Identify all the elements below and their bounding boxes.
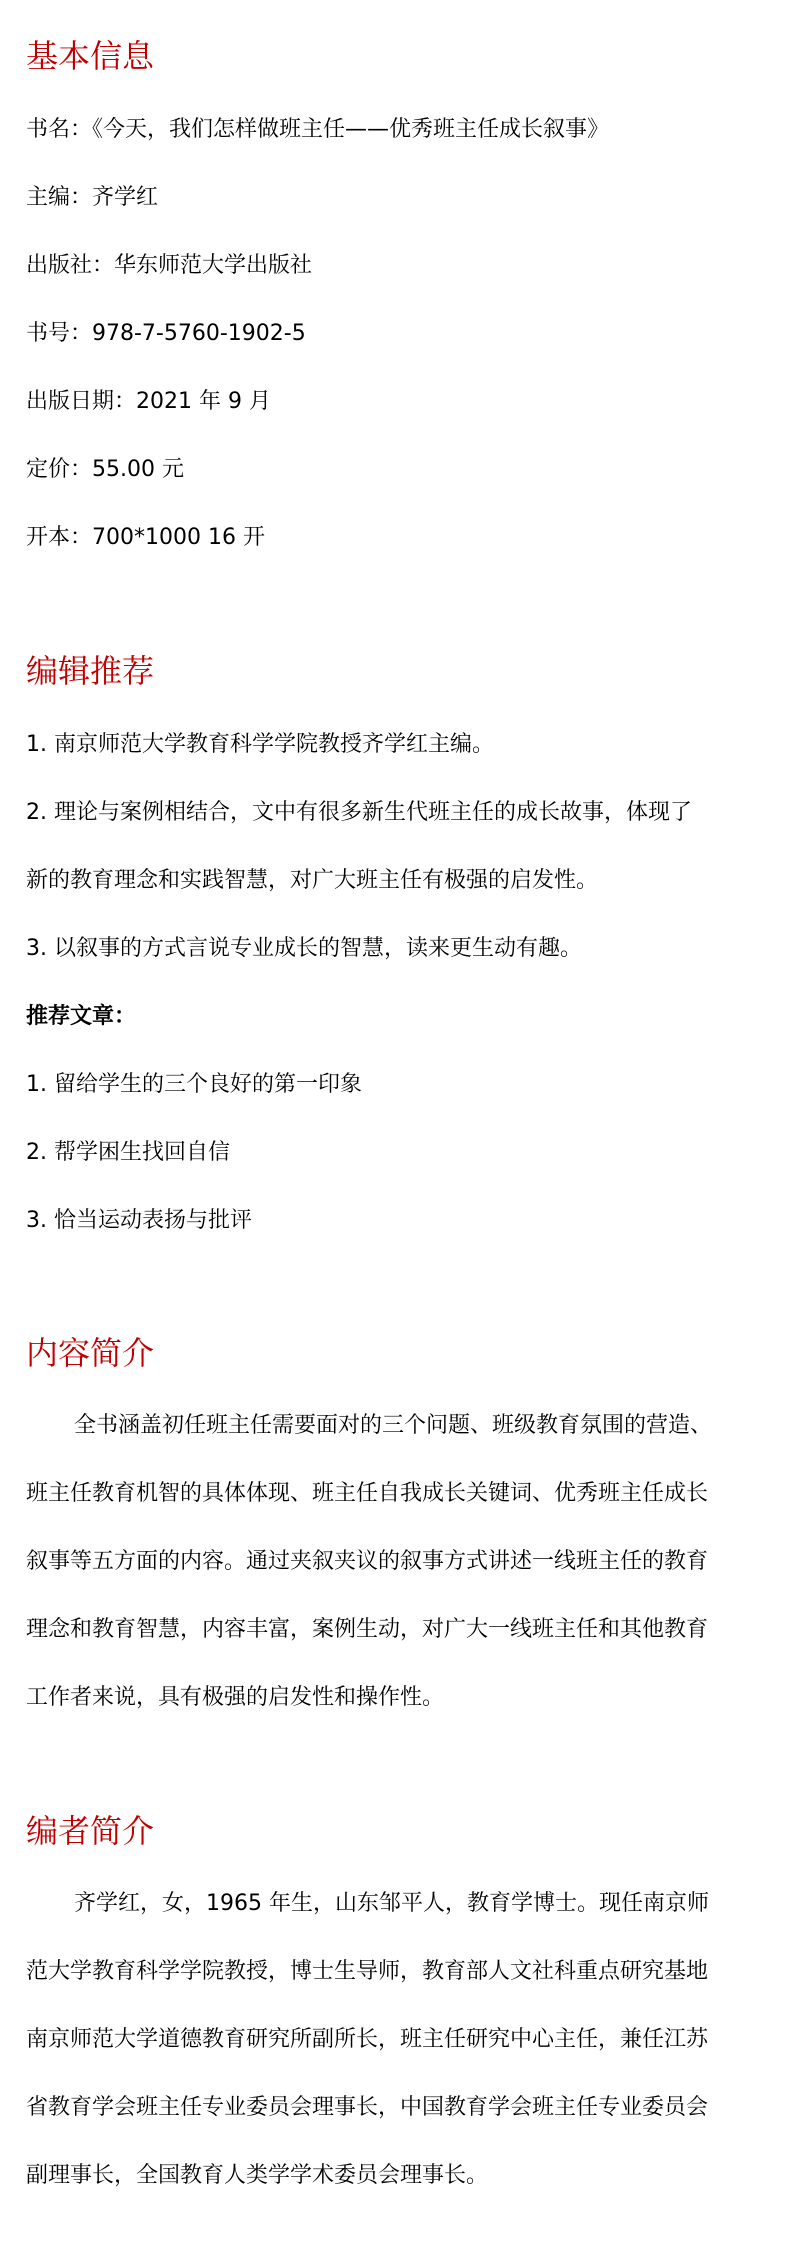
author-paragraph-line: 省教育学会班主任专业委员会理事长，中国教育学会班主任专业委员会 — [26, 2095, 709, 2120]
publish-date-line: 出版日期：2021 年 9 月 — [26, 389, 271, 414]
summary-paragraph-line: 工作者来说，具有极强的启发性和操作性。 — [26, 1685, 445, 1710]
recommendation-item: 2. 理论与案例相结合，文中有很多新生代班主任的成长故事，体现了 — [26, 800, 692, 825]
author-paragraph-line: 南京师范大学道德教育研究所副所长，班主任研究中心主任，兼任江苏 — [26, 2027, 709, 2052]
publisher-line: 出版社：华东师范大学出版社 — [26, 253, 313, 278]
basic-info-heading: 基本信息 — [26, 37, 155, 75]
summary-paragraph-line: 叙事等五方面的内容。通过夹叙夹议的叙事方式讲述一线班主任的教育 — [26, 1549, 709, 1574]
book-title-line: 书名：《今天，我们怎样做班主任——优秀班主任成长叙事》 — [26, 117, 610, 142]
format-line: 开本：700*1000 16 开 — [26, 525, 265, 550]
price-line: 定价：55.00 元 — [26, 457, 184, 482]
author-paragraph-line: 副理事长，全国教育人类学学术委员会理事长。 — [26, 2163, 489, 2188]
author-intro-heading: 编者简介 — [26, 1812, 155, 1850]
summary-paragraph-line: 理念和教育智慧，内容丰富，案例生动，对广大一线班主任和其他教育 — [26, 1617, 709, 1642]
recommendation-item-continued: 新的教育理念和实践智慧，对广大班主任有极强的启发性。 — [26, 868, 599, 893]
recommended-article-item: 1. 留给学生的三个良好的第一印象 — [26, 1072, 362, 1097]
recommended-articles-heading: 推荐文章： — [26, 1004, 137, 1029]
author-paragraph-line: 范大学教育科学学院教授，博士生导师，教育部人文社科重点研究基地 — [26, 1959, 709, 1984]
recommended-article-item: 2. 帮学困生找回自信 — [26, 1140, 230, 1165]
editor-line: 主编：齐学红 — [26, 185, 159, 210]
summary-paragraph-line: 全书涵盖初任班主任需要面对的三个问题、班级教育氛围的营造、 — [74, 1413, 713, 1438]
recommendation-item: 3. 以叙事的方式言说专业成长的智慧，读来更生动有趣。 — [26, 936, 582, 961]
author-paragraph-line: 齐学红，女，1965 年生，山东邹平人，教育学博士。现任南京师 — [74, 1891, 709, 1916]
content-summary-heading: 内容简介 — [26, 1334, 155, 1372]
recommended-article-item: 3. 恰当运动表扬与批评 — [26, 1208, 252, 1233]
editor-recommendation-heading: 编辑推荐 — [26, 652, 155, 690]
recommendation-item: 1. 南京师范大学教育科学学院教授齐学红主编。 — [26, 732, 494, 757]
summary-paragraph-line: 班主任教育机智的具体体现、班主任自我成长关键词、优秀班主任成长 — [26, 1481, 709, 1506]
isbn-line: 书号：978-7-5760-1902-5 — [26, 321, 306, 346]
